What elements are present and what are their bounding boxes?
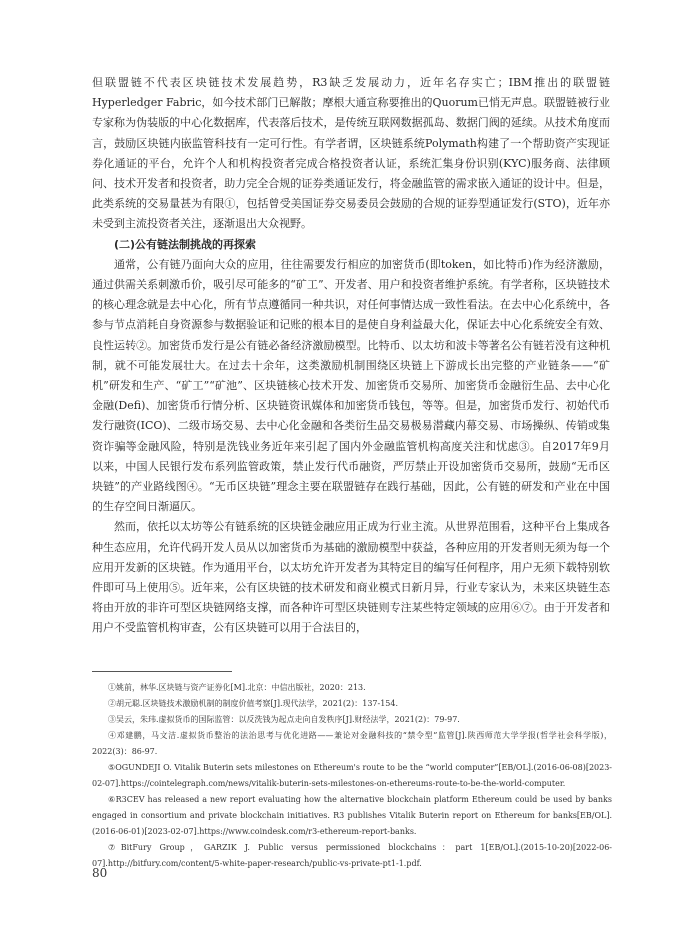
footnote-7: ⑦BitFury Group，GARZIK J. Public versus permissioned blockchains：part 1[EB/OL].(2015-10-20)[2022-06-07].http://bitfury.com/content/5-white-paper-research/public-vs-private-pt1-1.pdf.	[92, 843, 612, 868]
section-heading: (二)公有链法制挑战的再探索	[114, 237, 257, 251]
body-text	[92, 73, 610, 639]
footnote-3: ③吴云，朱玮.虚拟货币的国际监管：以反洗钱为起点走向自发秩序[J].财经法学，2021(2)：79-97.	[108, 715, 460, 724]
footnote-1: ①姚前，林华.区块链与资产证券化[M].北京：中信出版社，2020：213.	[108, 683, 366, 692]
paragraph-2: 通常，公有链乃面向大众的应用，往往需要发行相应的加密货币(即token，如比特币)作为经济激励，通过供需关系刺激币价，吸引尽可能多的“矿工”、开发者、用户和投资者维护系统。有学者称，区块链技术的核心理念就是去中心化，所有节点遵循同一种共识，对任何事情达成一致性看法。在去中心化系统中，各参与节点消耗自身资源参与数据验证和记账的根本目的是使自身利益最大化，保证去中心化系统安全有效、良性运转②。加密货币发行是公有链必备经济激励模型。比特币、以太坊和波卡等著名公有链若没有这种机制，就不可能发展壮大。在过去十余年，这类激励机制围绕区块链上下游成长出完整的产业链条——“矿机”研发和生产、“矿工”“矿池”、区块链核心技术开发、加密货币交易所、加密货币金融衍生品、去中心化金融(Defi)、加密货币行情分析、区块链资讯媒体和加密货币钱包，等等。但是，加密货币发行、初始代币发行融资(ICO)、二级市场交易、去中心化金融和各类衍生品交易极易潜藏内幕交易、市场操纵、传销或集资诈骗等金融风险，特别是洗钱业务近年来引起了国内外金融监管机构高度关注和忧虑③。自2017年9月以来，中国人民银行发布系列监管政策，禁止发行代币融资，严厉禁止开设加密货币交易所，鼓励“无币区块链”的产业路线图④。“无币区块链”理念主要在联盟链存在践行基础，因此，公有链的研发和产业在中国的生存空间日渐逼仄。	[92, 257, 610, 514]
page-number: 80	[92, 866, 108, 880]
footnote-4: ④邓建鹏，马文洁.虚拟货币整治的法治思考与优化进路——兼论对金融科技的“禁令型”监管[J].陕西师范大学学报(哲学社会科学版)，2022(3)：86-97.	[92, 731, 612, 756]
footnote-6: ⑥R3CEV has released a new report evaluating how the alternative blockchain platform Ethereum could be used by banks engaged in consortium and private blockchain initiatives. R3 publishes Vitalik Buterin report on Ethereum for banks[EB/OL].(2016-06-01)[2023-02-07].https://www.coindesk.com/r3-ethereum-report-banks.	[92, 795, 612, 836]
footnote-divider	[92, 671, 232, 672]
paragraph-1: 但联盟链不代表区块链技术发展趋势，R3缺乏发展动力，近年名存实亡；IBM推出的联盟链 Hyperledger Fabric，如今技术部门已解散；摩根大通宣称要推出的Quorum已悄无声息。联盟链被行业专家称为伪装版的中心化数据库，代表落后技术，是传统互联网数据孤岛、数据门阀的延续。从技术角度而言，鼓励区块链内嵌监管科技有一定可行性。有学者谓，区块链系统Polymath构建了一个帮助资产实现证券化通证的平台，允许个人和机构投资者完成合格投资者认证，系统汇集身份识别(KYC)服务商、法律顾问、技术开发者和投资者，助力完全合规的证券类通证发行，将金融监管的需求嵌入通证的设计中。但是，此类系统的交易量甚为有限①，包括曾受美国证券交易委员会鼓励的合规的证券型通证发行(STO)，近年亦未受到主流投资者关注，逐渐退出大众视野。	[92, 76, 610, 231]
paragraph-3: 然而，依托以太坊等公有链系统的区块链金融应用正成为行业主流。从世界范围看，这种平台上集成各种生态应用，允许代码开发人员从以加密货币为基础的激励模型中获益，各种应用的开发者则无须为每一个应用开发新的区块链。作为通用平台，以太坊允许开发者为其特定目的编写任何程序，用户无须下载特别软件即可马上使用⑤。近年来，公有区块链的技术研发和商业模式日新月异，行业专家认为，未来区块链生态将由开放的非许可型区块链网络支撑，而各种许可型区块链则专注某些特定领域的应用⑥⑦。由于开发者和用户不受监管机构审查，公有区块链可以用于合法目的，	[92, 520, 610, 635]
footnotes	[92, 680, 612, 872]
footnote-2: ②胡元聪.区块链技术激励机制的制度价值考察[J].现代法学，2021(2)：137-154.	[108, 699, 399, 708]
footnote-5: ⑤OGUNDEJI O. Vitalik Buterin sets milestones on Ethereum's route to be the “world computer”[EB/OL].(2016-06-08)[2023-02-07].https://cointelegraph.com/news/vitalik-buterin-sets-milestones-on-ethereums-route-to-be-the-world-computer.	[92, 763, 612, 788]
